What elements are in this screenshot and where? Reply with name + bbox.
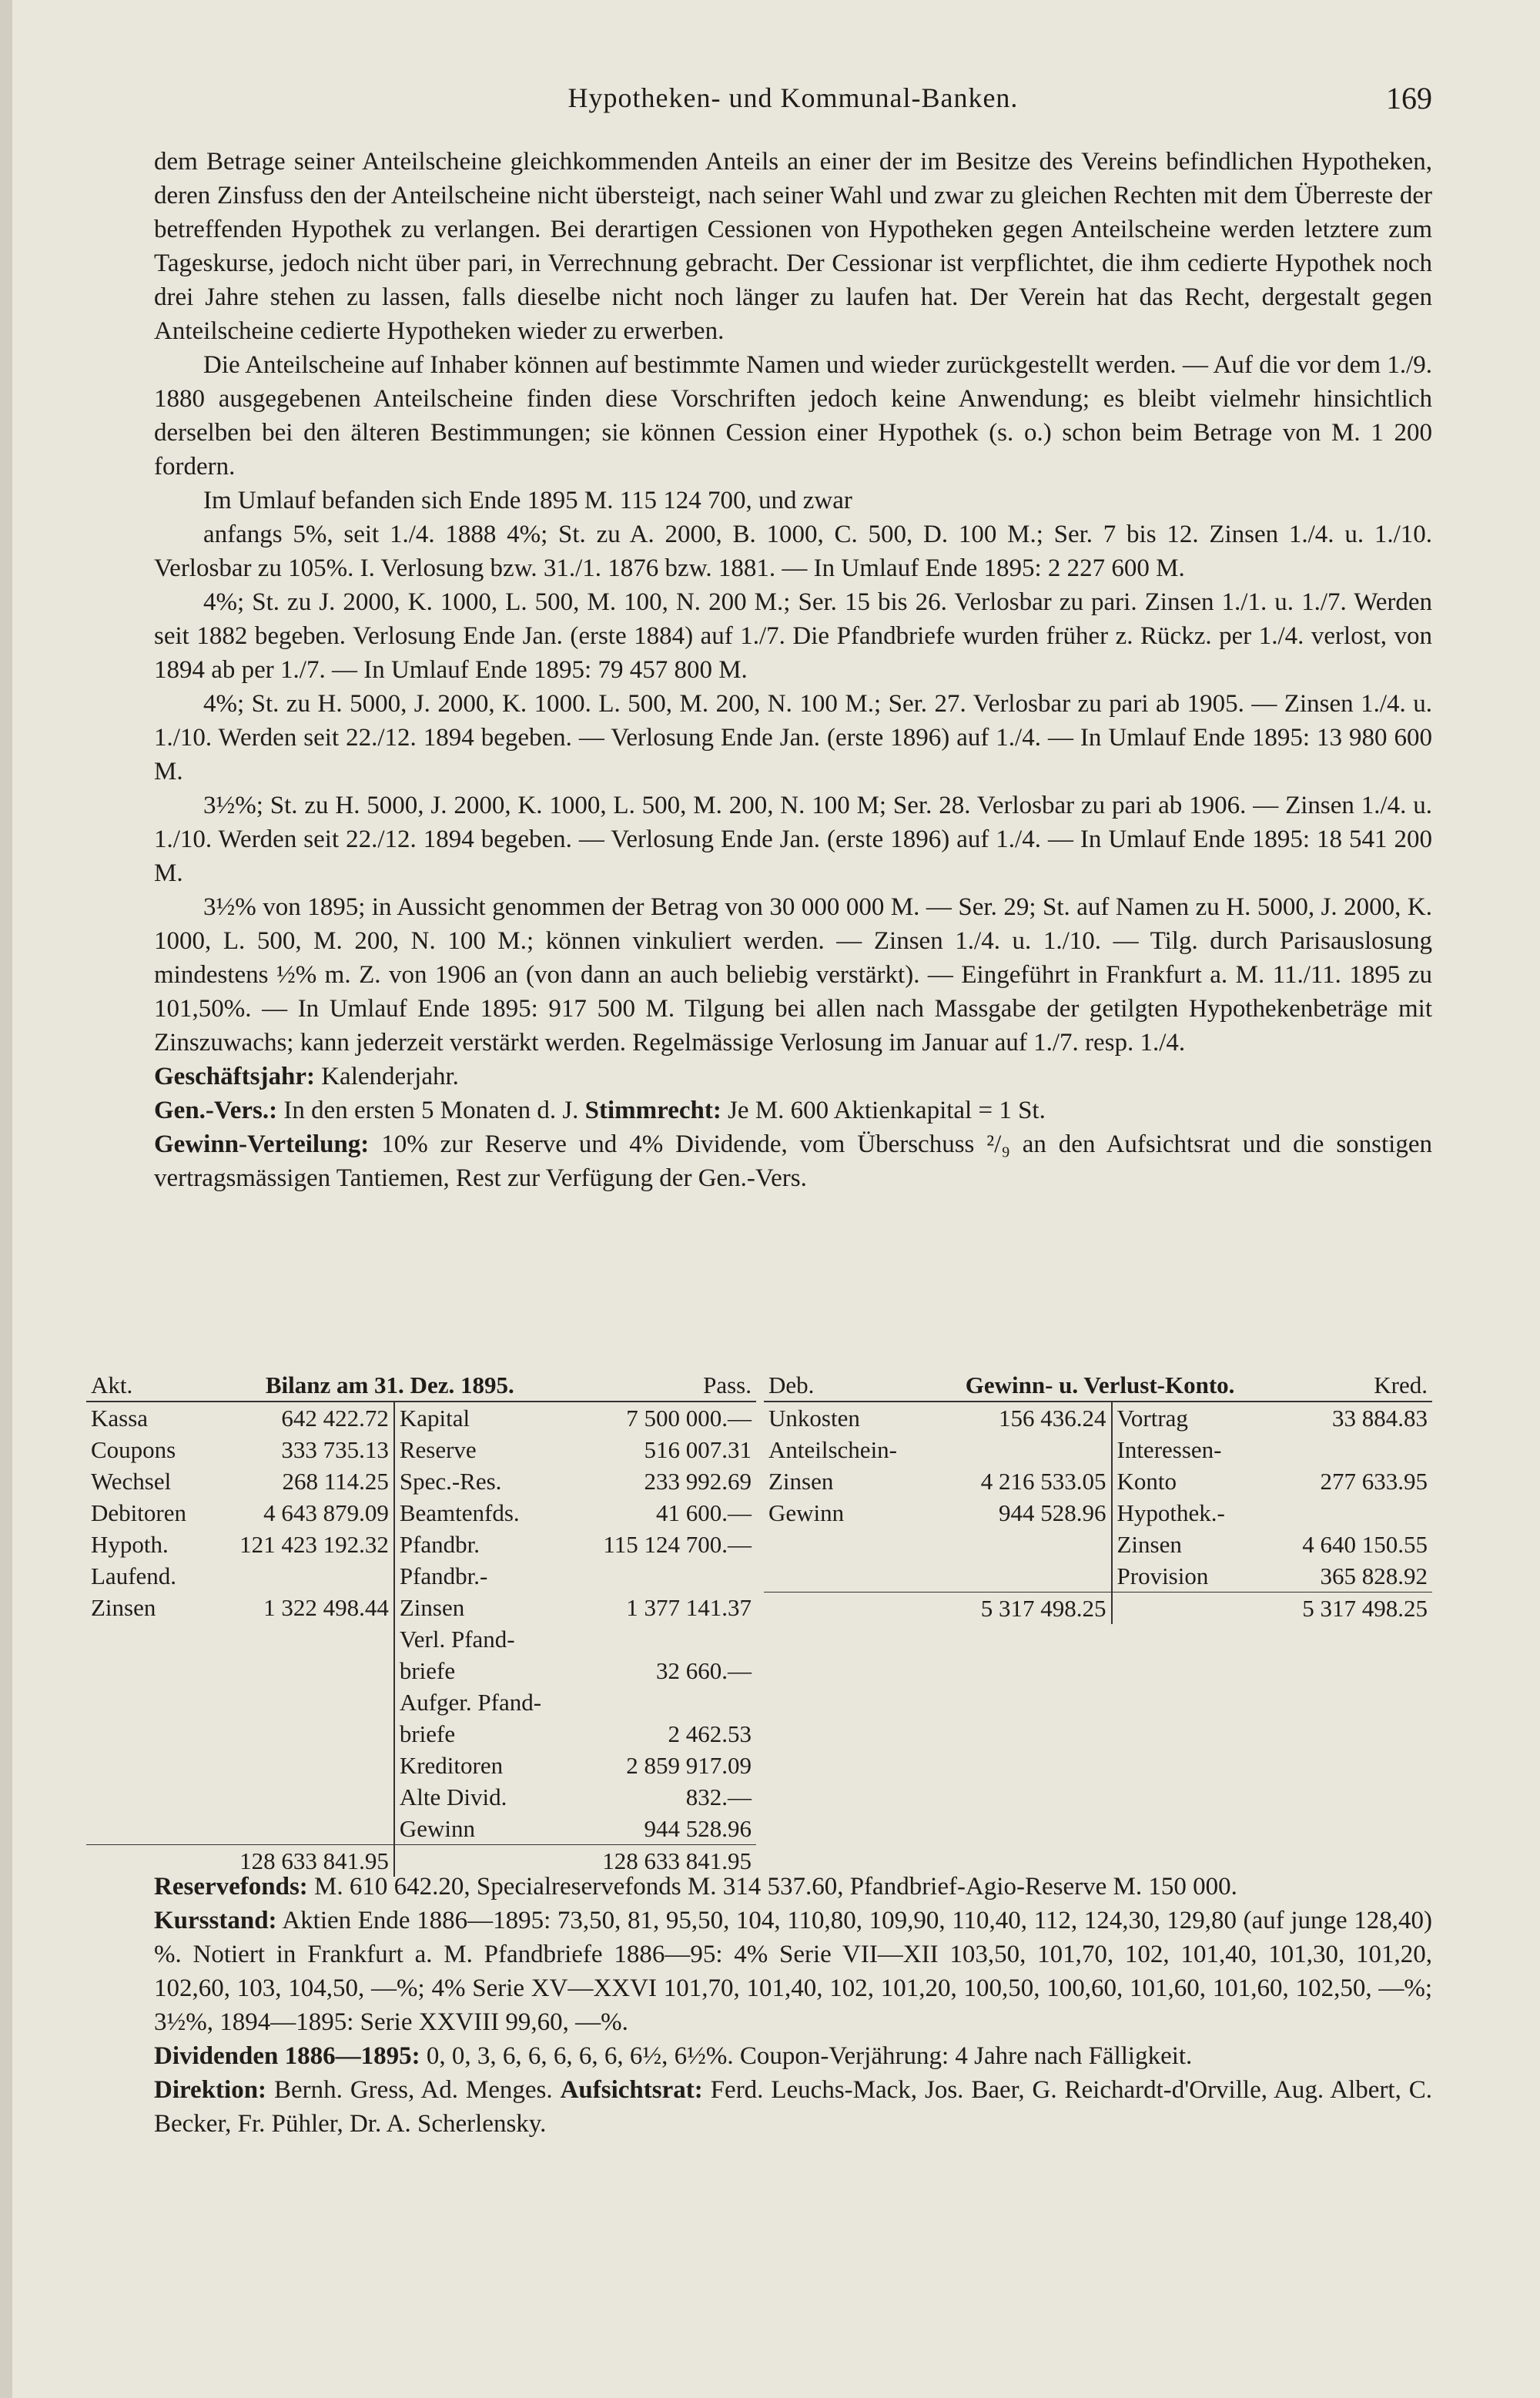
guv-left-value (931, 1434, 1111, 1465)
bilanz-right-value (571, 1686, 756, 1718)
bilanz-left-label (86, 1781, 209, 1813)
guv-left-label (764, 1529, 931, 1560)
bilanz-right-label: Reserve (394, 1434, 571, 1465)
bilanz-row (86, 1781, 756, 1813)
bilanz-right-value: 516 007.31 (644, 1436, 752, 1463)
stimmrecht-label: Stimmrecht: (584, 1097, 721, 1124)
gewinnverteilung-line (154, 1127, 1432, 1195)
bilanz-row (86, 1434, 756, 1465)
bilanz-left-value: 333 735.13 (281, 1436, 389, 1463)
paragraph-series-4pct-a: 4%; St. zu J. 2000, K. 1000, L. 500, M. 100, N. 200 M.; Ser. 15 bis 26. Verlosbar zu pari. Zinsen 1./1. u. 1./7. Werden seit 1882 begeben. Verlosung Ende Jan. (erste 1884) auf 1./7. Die Pfandbriefe wurden früher z. Rückz. per 1./4. verlost, von 1894 ab per 1./7. — In Umlauf Ende 1895: 79 457 800 M. (154, 588, 1432, 684)
guv-left-head: Deb. (768, 1371, 815, 1398)
reservefonds-text: M. 610 642.20, Specialreservefonds M. 314 537.60, Pfandbrief-Agio-Reserve M. 150 000. (314, 1873, 1237, 1901)
genvers-text: In den ersten 5 Monaten d. J. (283, 1097, 579, 1124)
guv-left-value (931, 1560, 1111, 1593)
bilanz-left-value (209, 1718, 394, 1750)
guv-right-value: 33 884.83 (1269, 1402, 1432, 1434)
paragraph-series-35pct-a: 3½%; St. zu H. 5000, J. 2000, K. 1000, L. 500, M. 200, N. 100 M; Ser. 28. Verlosbar zu pari ab 1906. — Zinsen 1./4. u. 1./10. Werden seit 22./12. 1894 begeben. — Verlosung Ende Jan. (erste 1896) auf 1./4. — In Umlauf Ende 1895: 18 541 200 M. (154, 792, 1432, 887)
bilanz-left-value (209, 1623, 394, 1655)
bilanz-title: Bilanz am 31. Dez. 1895. (265, 1371, 514, 1398)
guv-right-label: Provision (1112, 1560, 1269, 1593)
bilanz-right-label: Alte Divid. (394, 1781, 571, 1813)
guv-left-label: Unkosten (764, 1402, 931, 1434)
guv-left-label: Anteilschein- (768, 1436, 898, 1463)
bilanz-left-label: Laufend. (91, 1562, 177, 1589)
paragraph-cession: dem Betrage seiner Anteilscheine gleichkommenden Anteils an einer der im Besitze des Vereins befindlichen Hypotheken, deren Zinsfuss den der Anteilscheine nicht übersteigt, nach seiner Wahl und zwar zu gleichen Rechten mit dem Überreste der betreffenden Hypothek zu verlangen. Bei derartigen Cessionen von Hypotheken gegen Anteilscheine werden letztere zum Tageskurse, jedoch nicht über pari, in Verrechnung gebracht. Der Cessionar ist verpflichtet, die ihm cedierte Hypothek noch drei Jahre stehen zu lassen, falls dieselbe nicht noch länger zu laufen hat. Der Verein hat das Recht, dergestalt gegen Anteilscheine cedierte Hypotheken wieder zu erwerben. (154, 148, 1432, 345)
guv-left-label: Zinsen (768, 1468, 834, 1495)
dividenden-label: Dividenden 1886—1895: (154, 2042, 420, 2070)
guv-row (764, 1434, 1432, 1465)
running-title: Hypotheken- und Kommunal-Banken. (567, 82, 1019, 113)
bilanz-row (86, 1750, 756, 1781)
bilanz-right-value: 7 500 000.— (571, 1402, 756, 1434)
paragraph-series-4pct-b: 4%; St. zu H. 5000, J. 2000, K. 1000. L. 500, M. 200, N. 100 M.; Ser. 27. Verlosbar zu pari ab 1905. — Zinsen 1./4. u. 1./10. Werden seit 22./12. 1894 begeben. — Verlosung Ende Jan. (erste 1896) auf 1./4. — In Umlauf Ende 1895: 13 980 600 M. (154, 690, 1432, 785)
bilanz-right-label: Verl. Pfand- (394, 1623, 571, 1655)
paragraph-series-35pct-b: 3½% von 1895; in Aussicht genommen der Betrag von 30 000 000 M. — Ser. 29; St. auf Namen zu H. 5000, J. 2000, K. 1000, L. 500, M. 200, N. 100 M.; können vinkuliert werden. — Zinsen 1./4. u. 1./10. — Tilg. durch Parisauslosung mindestens ½% m. Z. von 1906 an (von dann an auch beliebig verstärkt). — Eingeführt in Frankfurt a. M. 11./11. 1895 zu 101,50%. — In Umlauf Ende 1895: 917 500 M. Tilgung bei allen nach Massgabe der getilgten Hypothekenbeträge mit Zinszuwachs; kann jederzeit verstärkt werden. Regelmässige Verlosung im Januar auf 1./7. resp. 1./4. (154, 893, 1432, 1057)
bilanz-left-value (209, 1813, 394, 1845)
bilanz-table (86, 1369, 756, 1877)
bilanz-row (86, 1402, 756, 1434)
stimmrecht-text: Je M. 600 Aktienkapital = 1 St. (728, 1097, 1046, 1124)
bilanz-right-label: Kapital (394, 1402, 571, 1434)
bilanz-left-value (209, 1750, 394, 1781)
bilanz-left-label: Kassa (86, 1402, 209, 1434)
guv-left-label (764, 1560, 931, 1593)
guv-left-label: Gewinn (768, 1499, 845, 1526)
guv-right-value: 365 828.92 (1320, 1562, 1428, 1589)
bilanz-right-value (571, 1560, 756, 1592)
guv-row (764, 1465, 1432, 1497)
bilanz-left-value (209, 1655, 394, 1686)
bilanz-right-label: Aufger. Pfand- (394, 1686, 571, 1718)
guv-table (764, 1369, 1432, 1624)
bilanz-total-passiva: 128 633 841.95 (571, 1845, 756, 1877)
bilanz-row (86, 1686, 756, 1718)
kursstand-label: Kursstand: (154, 1907, 277, 1934)
guv-total-kredit: 5 317 498.25 (1269, 1593, 1432, 1625)
financial-statements (86, 1369, 1432, 1874)
dividenden-line (154, 2039, 1432, 2073)
geschaeftsjahr-line (154, 1060, 1432, 1094)
bilanz-row (86, 1623, 756, 1655)
paragraph-anteilscheine: Die Anteilscheine auf Inhaber können auf bestimmte Namen und wieder zurückgestellt werden. — Auf die vor dem 1./9. 1880 ausgegebenen Anteilscheine finden diese Vorschriften jedoch keine Anwendung; es bleibt vielmehr hinsichtlich derselben bei den älteren Bestimmungen; sie können Cession einer Hypothek (s. o.) schon beim Betrage von M. 1 200 fordern. (154, 351, 1432, 481)
bilanz-right-value: 1 377 141.37 (626, 1594, 752, 1621)
genvers-line (154, 1094, 1432, 1127)
kursstand-text: Aktien Ende 1886—1895: 73,50, 81, 95,50, 104, 110,80, 109,90, 110,40, 112, 124,30, 129,80 (auf junge 128,40) %. Notiert in Frankfurt a. M. Pfandbriefe 1886—95: 4% Serie VII—XII 103,50, 101,70, 102, 101,40, 101,30, 101,20, 102,60, 103, 104,50, —%; 4% Serie XV—XXVI 101,70, 101,40, 102, 101,20, 100,50, 100,60, 101,60, 101,60, 102,50, —%; 3½%, 1894—1895: Serie XXVIII 99,60, —%. (154, 1907, 1432, 2036)
page-header (154, 82, 1432, 120)
bilanz-left-value: 642 422.72 (209, 1402, 394, 1434)
bilanz-row (86, 1560, 756, 1592)
guv-left-value: 4 216 533.05 (980, 1468, 1106, 1495)
bilanz-right-label: briefe (394, 1718, 571, 1750)
paragraph-series-5pct: anfangs 5%, seit 1./4. 1888 4%; St. zu A. 2000, B. 1000, C. 500, D. 100 M.; Ser. 7 bis 12. Zinsen 1./4. u. 1./10. Verlosbar zu 105%. I. Verlosung bzw. 31./1. 1876 bzw. 1881. — In Umlauf Ende 1895: 2 227 600 M. (154, 521, 1432, 582)
bilanz-left-label: Wechsel (91, 1468, 172, 1495)
guv-right-label: Konto (1112, 1465, 1269, 1497)
bilanz-right-value: 32 660.— (656, 1657, 752, 1684)
bilanz-right-label: Kreditoren (394, 1750, 571, 1781)
main-text (154, 145, 1432, 1195)
bilanz-left-label (86, 1623, 209, 1655)
bilanz-right-label: Zinsen (394, 1592, 571, 1623)
bilanz-row (86, 1529, 756, 1560)
bilanz-right-value: 944 528.96 (644, 1815, 752, 1842)
guv-row (764, 1529, 1432, 1560)
gewinnverteilung-label: Gewinn-Verteilung: (154, 1130, 370, 1158)
geschaeftsjahr-text: Kalenderjahr. (321, 1063, 459, 1090)
bilanz-right-value: 2 859 917.09 (626, 1752, 752, 1779)
bilanz-row (86, 1592, 756, 1623)
guv-right-value: 277 633.95 (1320, 1468, 1428, 1495)
guv-right-head: Kred. (1374, 1371, 1428, 1398)
bilanz-right-label: Gewinn (394, 1813, 571, 1845)
guv-row (764, 1560, 1432, 1593)
bilanz-row (86, 1718, 756, 1750)
guv-row (764, 1402, 1432, 1434)
bilanz-row (86, 1655, 756, 1686)
guv-right-label: Vortrag (1112, 1402, 1269, 1434)
guv-right-value (1269, 1434, 1432, 1465)
bilanz-left-label: Coupons (91, 1436, 176, 1463)
guv-left-value: 944 528.96 (999, 1499, 1106, 1526)
bottom-text (154, 1870, 1432, 2141)
bilanz-right-value: 2 462.53 (668, 1720, 752, 1747)
reservefonds-line (154, 1870, 1432, 1904)
bilanz-row (86, 1465, 756, 1497)
bilanz-left-value: 268 114.25 (282, 1468, 389, 1495)
bilanz-rows (86, 1402, 756, 1845)
kursstand-line (154, 1904, 1432, 2039)
paragraph-umlauf: Im Umlauf befanden sich Ende 1895 M. 115 124 700, und zwar (203, 487, 852, 514)
genvers-label: Gen.-Vers.: (154, 1097, 278, 1124)
guv-left-value: 156 436.24 (931, 1402, 1111, 1434)
bilanz-left-label: Zinsen (91, 1594, 156, 1621)
geschaeftsjahr-label: Geschäftsjahr: (154, 1063, 315, 1090)
bilanz-right-value (571, 1623, 756, 1655)
bilanz-right-label: briefe (394, 1655, 571, 1686)
guv-right-label: Interessen- (1112, 1434, 1269, 1465)
guv-right-label: Hypothek.- (1112, 1497, 1269, 1529)
bilanz-right-value: 233 992.69 (644, 1468, 752, 1495)
bilanz-left-value: 4 643 879.09 (263, 1499, 389, 1526)
direktion-line (154, 2073, 1432, 2141)
bilanz-left-label (86, 1686, 209, 1718)
page-number: 169 (1386, 81, 1432, 116)
bilanz-total-aktiva: 128 633 841.95 (209, 1845, 394, 1877)
bilanz-left-value: 1 322 498.44 (263, 1594, 389, 1621)
gewinnverteilung-text: 10% zur Reserve und 4% Dividende, vom Überschuss ²/₉ an den Aufsichtsrat und die sonstigen vertragsmässigen Tantiemen, Rest zur Verfügung der Gen.-Vers. (154, 1130, 1432, 1192)
bilanz-left-value (209, 1560, 394, 1592)
guv-title: Gewinn- u. Verlust-Konto. (965, 1371, 1235, 1398)
bilanz-right-label: Spec.-Res. (394, 1465, 571, 1497)
aufsichtsrat-text: Ferd. Leuchs-Mack, Jos. Baer, G. Reichardt-d'Orville, Aug. Albert, C. Becker, Fr. Pühler, Dr. A. Scherlensky. (154, 2076, 1433, 2138)
bilanz-left-label (86, 1750, 209, 1781)
guv-total-debet: 5 317 498.25 (931, 1593, 1111, 1625)
bilanz-left-label (86, 1718, 209, 1750)
guv-rows (764, 1402, 1432, 1593)
page-edge-shade (0, 0, 12, 2398)
bilanz-left-value (209, 1686, 394, 1718)
guv-right-value: 4 640 150.55 (1302, 1531, 1428, 1558)
bilanz-row (86, 1497, 756, 1529)
bilanz-left-value (209, 1781, 394, 1813)
bilanz-left-label (86, 1655, 209, 1686)
bilanz-left-value: 121 423 192.32 (239, 1531, 389, 1558)
direktion-text: Bernh. Gress, Ad. Menges. (274, 2076, 553, 2104)
bilanz-right-value: 41 600.— (656, 1499, 752, 1526)
bilanz-left-label: Hypoth. (91, 1531, 169, 1558)
bilanz-right-label: Beamtenfds. (394, 1497, 571, 1529)
guv-left-value (931, 1529, 1111, 1560)
aufsichtsrat-label: Aufsichtsrat: (560, 2076, 703, 2104)
bilanz-left-head: Akt. (91, 1371, 133, 1398)
bilanz-right-label: Pfandbr.- (394, 1560, 571, 1592)
guv-right-value (1269, 1497, 1432, 1529)
bilanz-right-value: 832.— (685, 1783, 752, 1810)
guv-right-label: Zinsen (1112, 1529, 1269, 1560)
bilanz-right-label: Pfandbr. (394, 1529, 571, 1560)
bilanz-row (86, 1813, 756, 1845)
reservefonds-label: Reservefonds: (154, 1873, 308, 1901)
bilanz-right-head: Pass. (703, 1371, 752, 1398)
direktion-label: Direktion: (154, 2076, 267, 2104)
dividenden-text: 0, 0, 3, 6, 6, 6, 6, 6, 6½, 6½%. Coupon-Verjährung: 4 Jahre nach Fälligkeit. (426, 2042, 1193, 2070)
bilanz-left-label: Debitoren (91, 1499, 186, 1526)
guv-row (764, 1497, 1432, 1529)
bilanz-left-label (86, 1813, 209, 1845)
bilanz-right-value: 115 124 700.— (603, 1531, 752, 1558)
